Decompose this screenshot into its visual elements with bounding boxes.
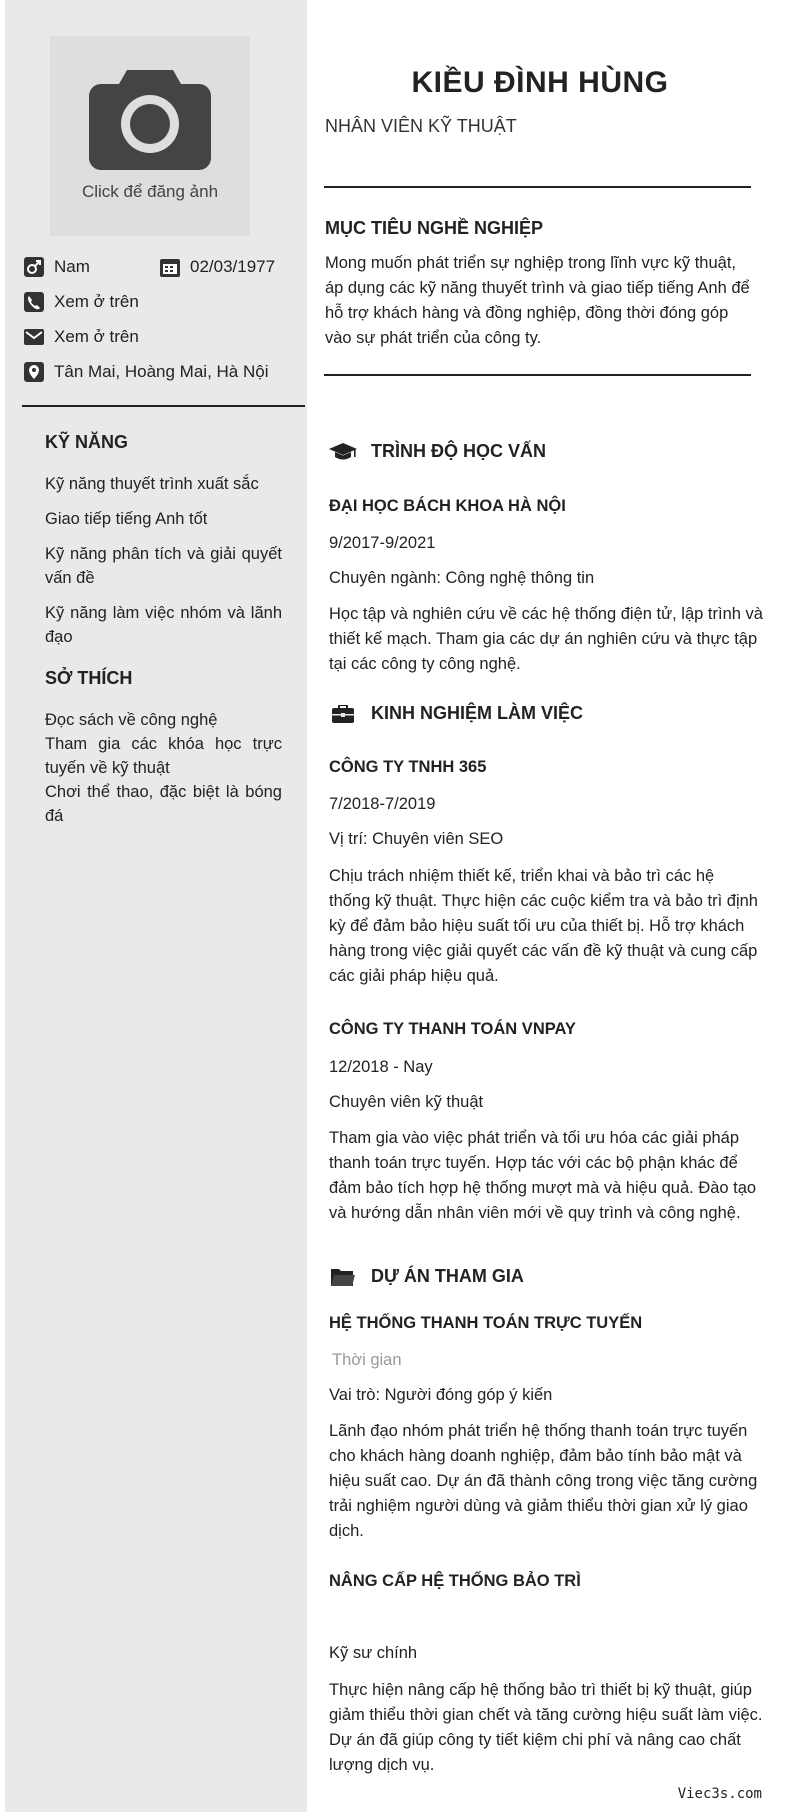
objective-text: Mong muốn phát triển sự nghiệp trong lĩnh vực kỹ thuật, áp dụng các kỹ năng thuyết trình và giao tiếp tiếng Anh để hỗ trợ khách hàng và đồng nghiệp, đồng thời đóng góp vào sự phát triển của công ty. [325,254,750,347]
sidebar-divider [22,405,305,407]
job-period: 7/2018-7/2019 [329,795,436,813]
project-time-placeholder[interactable]: Thời gian [332,1351,402,1369]
skill-item: Kỹ năng làm việc nhóm và lãnh đạo [45,604,282,646]
project-role: Vai trò: Người đóng góp ý kiến [329,1386,553,1404]
candidate-name: KIỀU ĐÌNH HÙNG [411,66,669,99]
school-name: ĐẠI HỌC BÁCH KHOA HÀ NỘI [329,497,566,515]
skill-item: Kỹ năng thuyết trình xuất sắc [45,475,259,493]
graduation-cap-icon [329,442,357,462]
skills-heading: KỸ NĂNG [45,432,129,452]
gender-value: Nam [54,257,90,276]
experience-heading-row [329,703,764,724]
skill-item: Giao tiếp tiếng Anh tốt [45,510,208,528]
project-description: Lãnh đạo nhóm phát triển hệ thống thanh toán trực tuyến cho khách hàng doanh nghiệp, đảm bảo tính bảo mật và hiệu suất cao. Dự án đã thành công trong việc tăng cường trải nghiệm người dùng và giảm thiểu thời gian xử lý giao dịch. [329,1422,758,1540]
education-heading-row [329,441,764,462]
gender-icon [22,256,46,278]
candidate-title: NHÂN VIÊN KỸ THUẬT [325,116,517,136]
project-role: Kỹ sư chính [329,1644,418,1662]
address-row [22,361,268,383]
briefcase-icon [329,705,357,723]
project-description: Thực hiện nâng cấp hệ thống bảo trì thiết bị kỹ thuật, giúp giảm thiểu thời gian chết và tăng cường hiệu suất làm việc. Dự án đã giúp công ty tiết kiệm chi phí và nâng cao chất lượng dịch vụ. [329,1681,763,1774]
project-name: HỆ THỐNG THANH TOÁN TRỰC TUYẾN [329,1314,643,1332]
objective-heading: MỤC TIÊU NGHỀ NGHIỆP [325,218,544,238]
job-company: CÔNG TY THANH TOÁN VNPAY [329,1020,576,1038]
projects-section [329,1266,764,1774]
skill-item: Kỹ năng phân tích và giải quyết vấn đề [45,545,282,587]
education-description: Học tập và nghiên cứu về các hệ thống điện tử, lập trình và thiết kế mạch. Tham gia các dự án nghiên cứu và thực tập tại các công ty công nghệ. [329,605,763,673]
email-value: Xem ở trên [54,327,139,346]
watermark: Viec3s.com [677,1786,762,1802]
education-period: 9/2017-9/2021 [329,534,436,552]
hobby-item: Tham gia các khóa học trực tuyến về kỹ thuật [45,735,282,777]
project-name: NÂNG CẤP HỆ THỐNG BẢO TRÌ [329,1572,581,1590]
folder-icon [329,1267,357,1287]
gender-row [22,256,90,278]
hobbies-heading: SỞ THÍCH [45,668,133,688]
phone-value: Xem ở trên [54,292,139,311]
phone-icon [22,291,46,313]
envelope-icon [22,326,46,348]
birthdate-value: 02/03/1977 [190,257,276,276]
camera-icon [89,64,211,170]
projects-heading-row [329,1266,764,1287]
job-position: Chuyên viên kỹ thuật [329,1093,484,1111]
birthdate-row [158,256,275,278]
phone-row [22,291,139,313]
job-description: Chịu trách nhiệm thiết kế, triển khai và bảo trì các hệ thống kỹ thuật. Thực hiện các cuộc kiểm tra và bảo trì định kỳ để đảm bảo hiệu suất tối ưu của thiết bị. Hỗ trợ khách hàng trong việc giải quyết các vấn đề kỹ thuật và cung cấp các giải pháp hiệu quả. [329,867,758,985]
objective-divider [324,374,751,376]
skills-list [45,472,282,649]
projects-heading: DỰ ÁN THAM GIA [371,1266,524,1286]
hobbies-list [45,708,282,828]
job-description: Tham gia vào việc phát triển và tối ưu hóa các giải pháp thanh toán trực tuyến. Hợp tác với các bộ phận khác để đảm bảo tích hợp hệ thống mượt mà và hiệu quả. Đào tạo và hướng dẫn nhân viên mới về quy trình và công nghệ. [329,1129,757,1222]
photo-upload[interactable] [50,36,250,236]
map-pin-icon [22,361,46,383]
experience-section [329,703,764,1222]
job-company: CÔNG TY TNHH 365 [329,758,487,776]
education-section [329,441,764,673]
job-period: 12/2018 - Nay [329,1058,433,1076]
calendar-icon [158,256,182,278]
header-divider [324,186,751,188]
hobby-item: Đọc sách về công nghệ [45,711,218,729]
experience-heading: KINH NGHIỆM LÀM VIỆC [371,703,584,723]
email-row [22,326,139,348]
job-position: Vị trí: Chuyên viên SEO [329,830,504,848]
address-value: Tân Mai, Hoàng Mai, Hà Nội [54,362,269,381]
photo-caption: Click để đăng ảnh [81,182,219,201]
education-heading: TRÌNH ĐỘ HỌC VẤN [371,441,546,461]
education-major: Chuyên ngành: Công nghệ thông tin [329,569,595,587]
hobby-item: Chơi thể thao, đặc biệt là bóng đá [45,783,282,825]
